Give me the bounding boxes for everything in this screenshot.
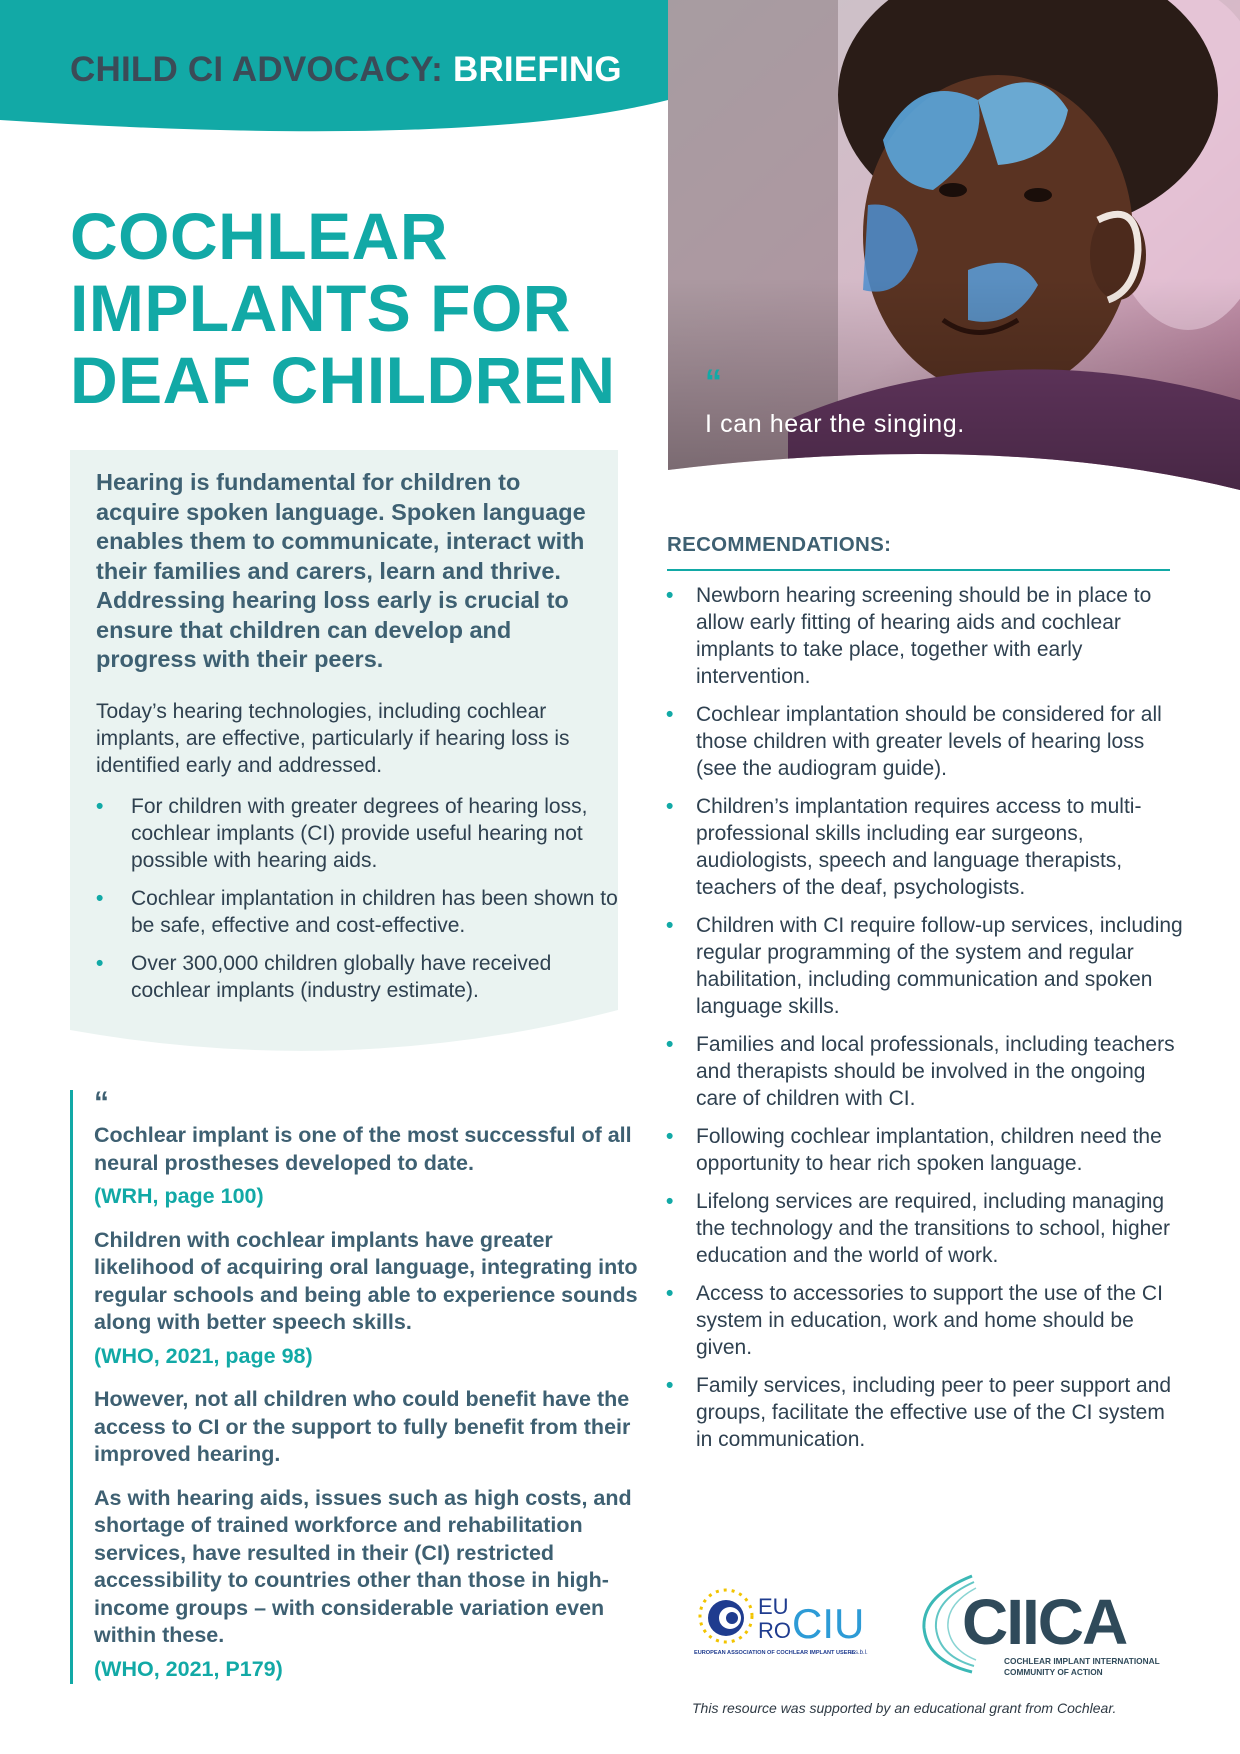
quote-item	[94, 1227, 654, 1371]
quote-item	[94, 1485, 654, 1684]
eurociu-logo-ciu: CIU	[792, 1600, 865, 1647]
photo-quote-mark: “	[705, 363, 722, 401]
list-item: • Lifelong services are required, including managing the technology and the transitions to school, higher education and the world of work.	[696, 1188, 1186, 1269]
intro-body-text: Today’s hearing technologies, including cochlear implants, are effective, particularly if hearing loss is identified early and addressed.	[96, 700, 570, 777]
page-title-line: DEAF CHILDREN	[70, 343, 616, 417]
list-item: • Access to accessories to support the use of the CI system in education, work and home should be given.	[696, 1280, 1186, 1361]
header-title-highlight: BRIEFING	[452, 50, 622, 89]
quote-text: Children with cochlear implants have greater likelihood of acquiring oral language, integrating into regular schools and being able to experience sounds along with better speech skills.	[94, 1227, 638, 1334]
page-title-line: IMPLANTS FOR	[70, 271, 571, 345]
eurociu-logo-ro: RO	[758, 1618, 791, 1643]
quote-mark: “	[94, 1086, 109, 1119]
photo-quote: I can hear the singing.	[705, 410, 965, 438]
list-item: • Children with CI require follow-up services, including regular programming of the system and regular habilitation, including communication and spoken language skills.	[696, 912, 1186, 1020]
quote-text: However, not all children who could benefit have the access to CI or the support to fully benefit from their improved hearing.	[94, 1387, 631, 1466]
page-title	[70, 200, 616, 416]
header-title	[70, 50, 622, 90]
list-item: • Children’s implantation requires access to multi-professional skills including ear surgeons, audiologists, speech and language therapists, teachers of the deaf, psychologists.	[696, 793, 1186, 901]
intro-bullet-list	[131, 793, 621, 1015]
quote-accent-bar	[70, 1090, 73, 1684]
list-item: • Families and local professionals, including teachers and therapists should be involved in the ongoing care of children with CI.	[696, 1031, 1186, 1112]
recommendations-heading: RECOMMENDATIONS:	[667, 533, 892, 556]
eurociu-logo	[692, 1578, 880, 1670]
ciica-logo-name: CIICA	[962, 1586, 1127, 1658]
eurociu-logo-caption: EUROPEAN ASSOCIATION OF COCHLEAR IMPLANT USERS	[694, 1650, 856, 1656]
recommendations-list	[696, 582, 1186, 1464]
recommendations-divider	[667, 569, 1170, 571]
page-title-line: COCHLEAR	[70, 199, 448, 273]
list-item: • For children with greater degrees of hearing loss, cochlear implants (CI) provide useful hearing not possible with hearing aids.	[131, 793, 621, 874]
list-item: • Newborn hearing screening should be in place to allow early fitting of hearing aids and cochlear implants to take place, together with early intervention.	[696, 582, 1186, 690]
quote-citation: (WRH, page 100)	[94, 1184, 264, 1208]
ciica-logo	[912, 1566, 1174, 1682]
ciica-logo-caption-1: COCHLEAR IMPLANT INTERNATIONAL	[1004, 1656, 1160, 1666]
support-note: This resource was supported by an educational grant from Cochlear.	[692, 1700, 1117, 1716]
eurociu-logo-suffix: a.s.b.l.	[850, 1650, 868, 1656]
eurociu-star-ring-icon	[700, 1590, 752, 1642]
quote-item	[94, 1386, 654, 1469]
list-item: • Family services, including peer to peer support and groups, facilitate the effective use of the CI system in communication.	[696, 1372, 1186, 1453]
list-item: • Cochlear implantation in children has been shown to be safe, effective and cost-effective.	[131, 885, 621, 939]
quote-citation: (WHO, 2021, P179)	[94, 1656, 283, 1681]
ciica-logo-caption-2: COMMUNITY OF ACTION	[1004, 1667, 1103, 1677]
quote-block	[94, 1122, 654, 1699]
header-title-lead: CHILD CI ADVOCACY:	[70, 50, 453, 89]
quote-citation: (WHO, 2021, page 98)	[94, 1343, 313, 1368]
quote-item	[94, 1122, 654, 1211]
list-item: • Cochlear implantation should be considered for all those children with greater levels of hearing loss (see the audiogram guide).	[696, 701, 1186, 782]
list-item: • Following cochlear implantation, children need the opportunity to hear rich spoken language.	[696, 1123, 1186, 1177]
intro-lead-text: Hearing is fundamental for children to acquire spoken language. Spoken language enables them to communicate, interact with their families and carers, learn and thrive. Addressing hearing loss early is crucial to ensure that children can develop and progress with their peers.	[96, 469, 586, 672]
list-item: • Over 300,000 children globally have received cochlear implants (industry estimate).	[131, 950, 621, 1004]
eurociu-logo-eu: EU	[758, 1594, 789, 1619]
quote-text: Cochlear implant is one of the most successful of all neural prostheses developed to date.	[94, 1123, 632, 1175]
quote-text: As with hearing aids, issues such as high costs, and shortage of trained workforce and rehabilitation services, have resulted in their (CI) restricted accessibility to countries other than those in high-income groups – with considerable variation even within these.	[94, 1485, 632, 1647]
